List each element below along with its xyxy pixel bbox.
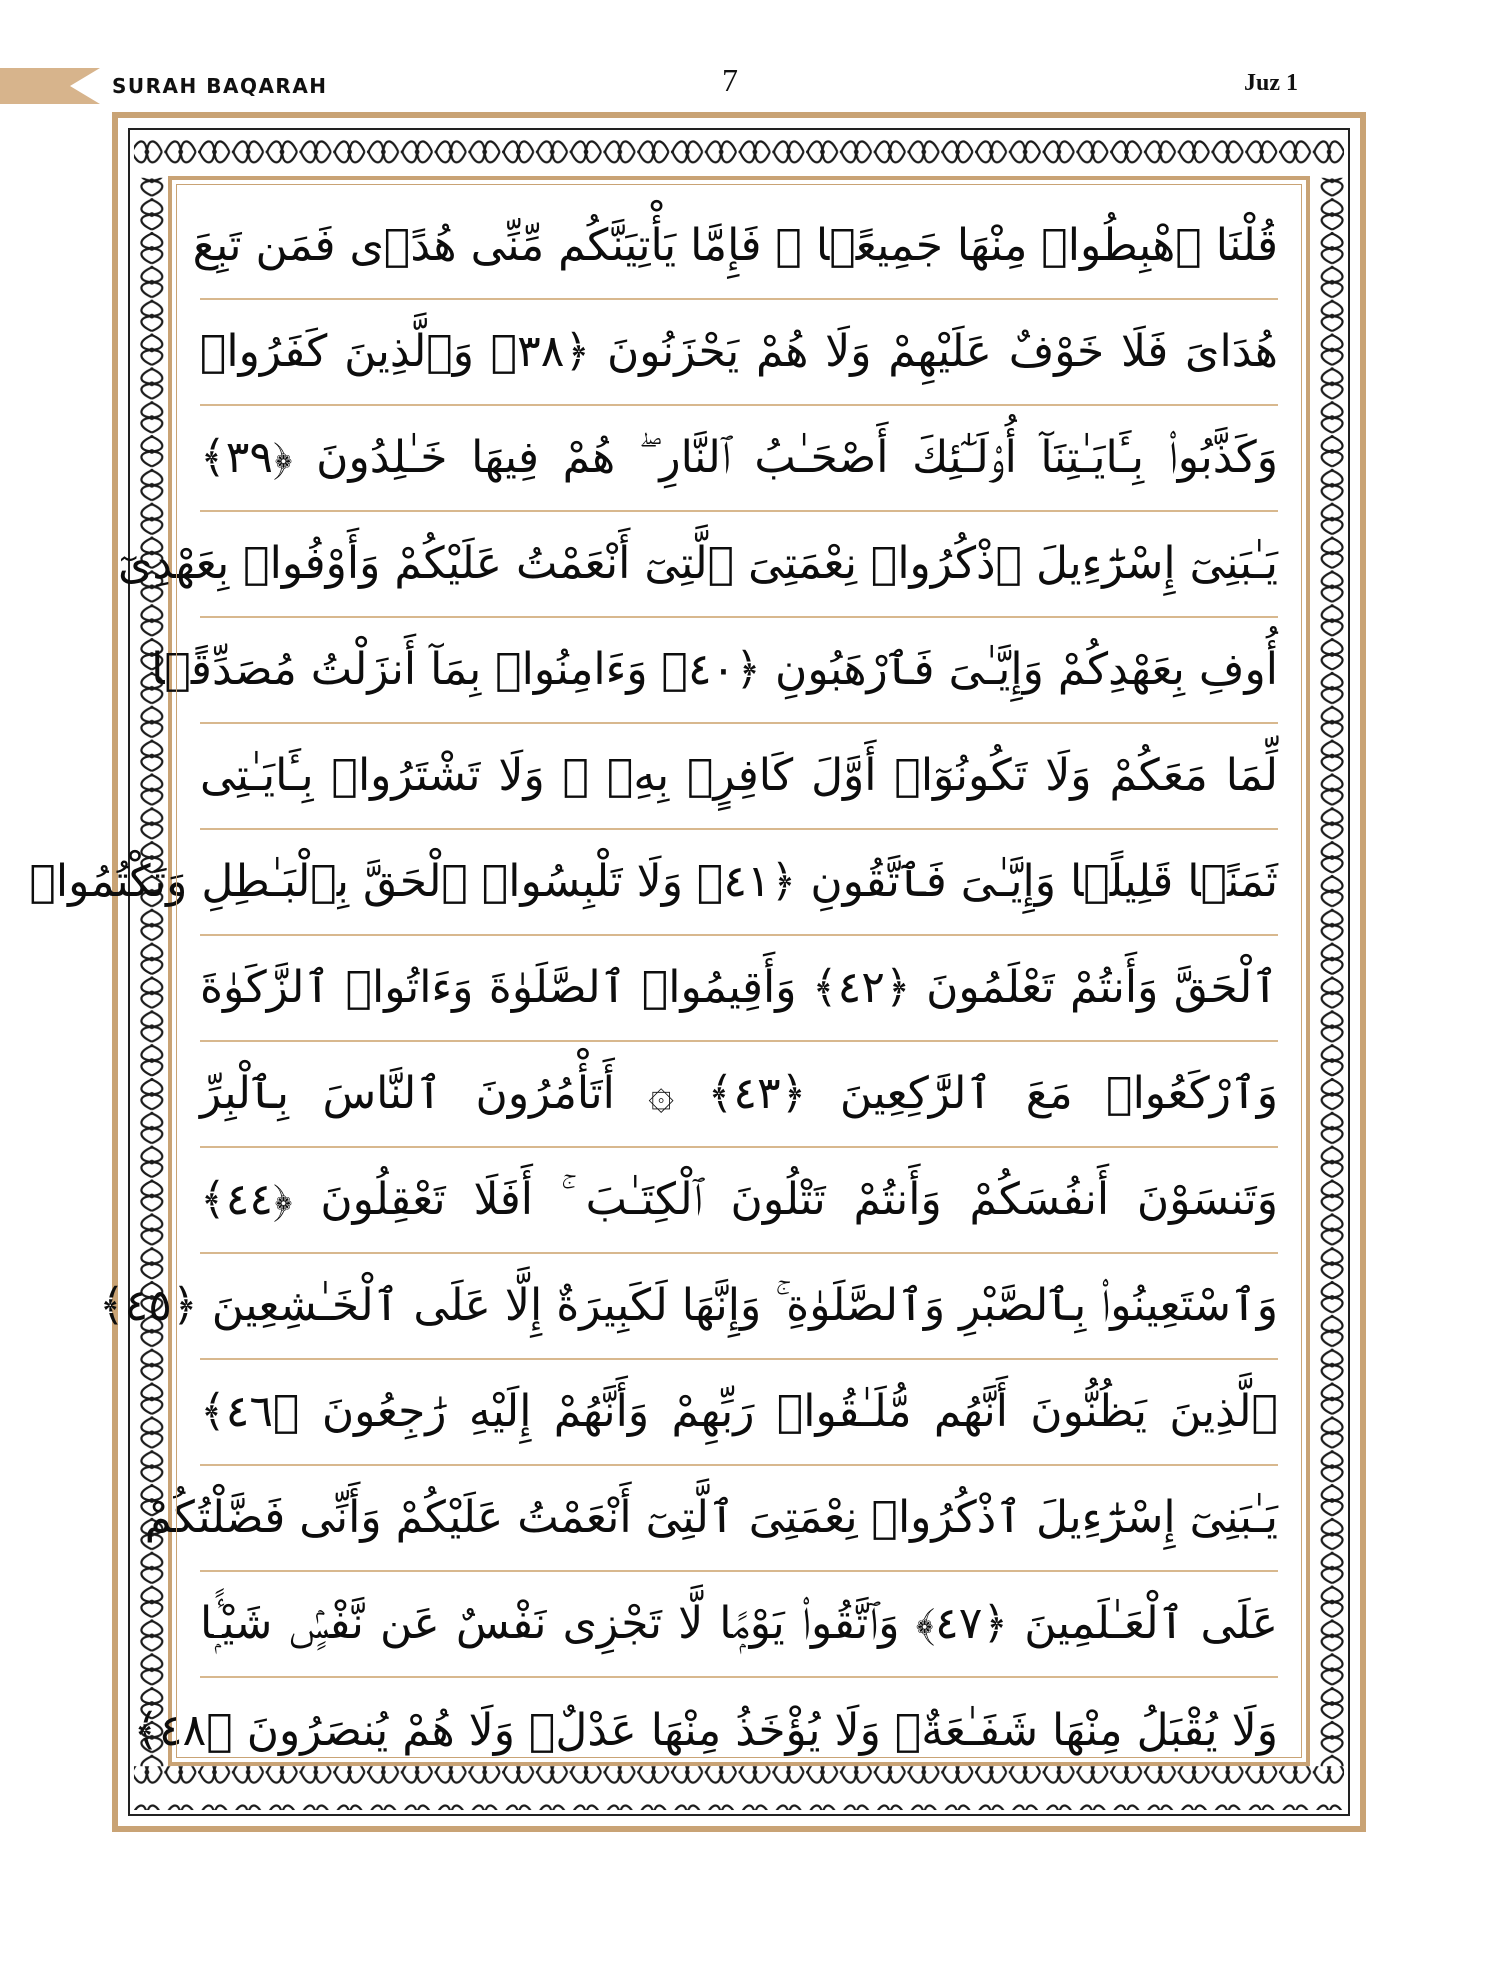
text-line-content: وَتَنسَوْنَ أَنفُسَكُمْ وَأَنتُمْ تَتْلُونَ ٱلْكِتَـٰبَ ۚ أَفَلَا تَعْقِلُونَ ﴿٤٤﴾ (200, 1174, 1278, 1226)
text-line-content: يَـٰبَنِىٓ إِسْرَٰٓءِيلَ ٱذْكُرُوا۟ نِعْمَتِىَ ٱلَّتِىٓ أَنْعَمْتُ عَلَيْكُمْ وَأَنِّى فَضَّلْتُكُمْ (144, 1492, 1278, 1544)
text-line (144, 1466, 1278, 1572)
text-line-content: عَلَى ٱلْعَـٰلَمِينَ ﴿٤٧﴾ وَٱتَّقُوا۟ يَوْمًۭا لَّا تَجْزِى نَفْسٌ عَن نَّفْسٍۢ شَيْـًۭٔا (200, 1598, 1278, 1650)
text-line (200, 724, 1278, 830)
text-line-content: أُوفِ بِعَهْدِكُمْ وَإِيَّـٰىَ فَٱرْهَبُونِ ﴿٤٠﴾ وَءَامِنُوا۟ بِمَآ أَنزَلْتُ مُصَدِّقًۭا (151, 644, 1278, 696)
text-line (29, 830, 1278, 936)
text-line (200, 1572, 1278, 1678)
surah-name: SURAH BAQARAH (112, 74, 328, 98)
text-line-content: ٱلْحَقَّ وَأَنتُمْ تَعْلَمُونَ ﴿٤٢﴾ وَأَقِيمُوا۟ ٱلصَّلَوٰةَ وَءَاتُوا۟ ٱلزَّكَوٰةَ (200, 962, 1279, 1014)
text-line (151, 618, 1278, 724)
text-line-content: وَٱسْتَعِينُوا۟ بِٱلصَّبْرِ وَٱلصَّلَوٰةِ ۚ وَإِنَّهَا لَكَبِيرَةٌ إِلَّا عَلَى ٱلْخَـٰشِعِينَ ﴿٤٥﴾ (98, 1280, 1278, 1332)
text-line (192, 194, 1278, 300)
text-line-content: هُدَاىَ فَلَا خَوْفٌ عَلَيْهِمْ وَلَا هُمْ يَحْزَنُونَ ﴿٣٨﴾ وَٱلَّذِينَ كَفَرُوا۟ (200, 326, 1278, 378)
text-line-content: قُلْنَا ٱهْبِطُوا۟ مِنْهَا جَمِيعًۭا ۖ فَإِمَّا يَأْتِيَنَّكُم مِّنِّى هُدًۭى فَمَن تَبِعَ (192, 220, 1278, 272)
text-line-content: لِّمَا مَعَكُمْ وَلَا تَكُونُوٓا۟ أَوَّلَ كَافِرٍۭ بِهِۦ ۖ وَلَا تَشْتَرُوا۟ بِـَٔايَـٰتِى (200, 750, 1278, 802)
juz-label: Juz 1 (1244, 70, 1298, 96)
text-line-content: وَلَا يُقْبَلُ مِنْهَا شَفَـٰعَةٌۭ وَلَا يُؤْخَذُ مِنْهَا عَدْلٌۭ وَلَا هُمْ يُنصَرُونَ ﴿٤٨﴾ (133, 1705, 1278, 1757)
text-line (200, 936, 1278, 1042)
text-line (98, 1254, 1278, 1360)
page-number: 7 (722, 62, 738, 98)
page-tab-marker (0, 68, 100, 104)
text-line (200, 1360, 1278, 1466)
text-line-content: يَـٰبَنِىٓ إِسْرَٰٓءِيلَ ٱذْكُرُوا۟ نِعْمَتِىَ ٱلَّتِىٓ أَنْعَمْتُ عَلَيْكُمْ وَأَوْفُوا۟ بِعَهْدِىٓ (117, 538, 1278, 590)
text-line-content: وَكَذَّبُوا۟ بِـَٔايَـٰتِنَآ أُو۟لَـٰٓئِكَ أَصْحَـٰبُ ٱلنَّارِ ۖ هُمْ فِيهَا خَـٰلِدُونَ ﴿٣٩﴾ (200, 432, 1278, 484)
text-line (200, 300, 1278, 406)
text-line-content: ثَمَنًۭا قَلِيلًۭا وَإِيَّـٰىَ فَٱتَّقُونِ ﴿٤١﴾ وَلَا تَلْبِسُوا۟ ٱلْحَقَّ بِٱلْبَـٰطِلِ وَتَكْتُمُوا۟ (29, 856, 1278, 908)
text-line (200, 406, 1278, 512)
text-line-content: ٱلَّذِينَ يَظُنُّونَ أَنَّهُم مُّلَـٰقُوا۟ رَبِّهِمْ وَأَنَّهُمْ إِلَيْهِ رَٰجِعُونَ ﴿٤٦﴾ (200, 1386, 1278, 1438)
text-line (200, 1148, 1278, 1254)
text-line (200, 1042, 1278, 1148)
quran-text-block (29, 194, 1279, 1784)
text-panel (29, 176, 1310, 1766)
text-line (117, 512, 1278, 618)
text-line-content: وَٱرْكَعُوا۟ مَعَ ٱلرَّٰكِعِينَ ﴿٤٣﴾ ۞ أَتَأْمُرُونَ ٱلنَّاسَ بِٱلْبِرِّ (200, 1068, 1278, 1120)
text-line (133, 1678, 1278, 1784)
